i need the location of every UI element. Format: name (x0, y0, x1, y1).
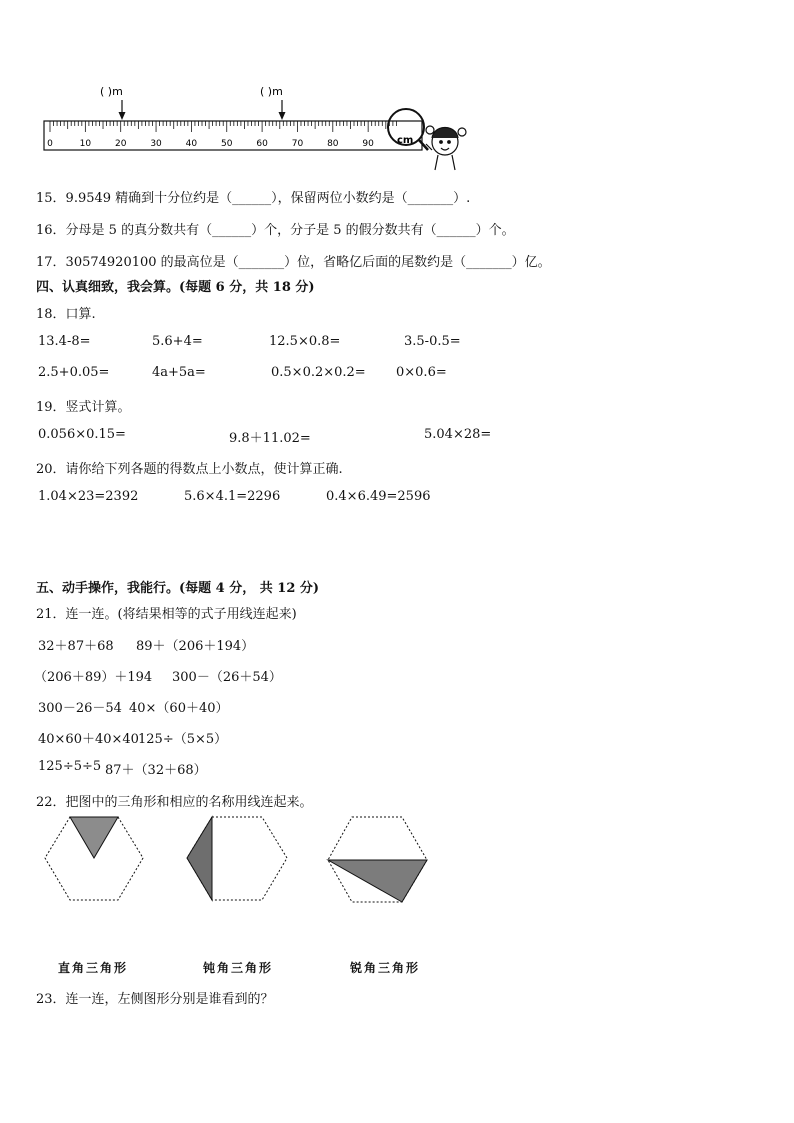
q18-item: 5.6+4= (152, 334, 203, 349)
ruler-number: 0 (47, 139, 53, 149)
q21-right-expr: 40×（60＋40） (129, 701, 229, 716)
question-16: 16．分母是 5 的真分数共有（______）个，分子是 5 的假分数共有（______）个。 (36, 223, 515, 238)
question-19: 19．竖式计算。 (36, 400, 131, 415)
hexagon-figure-1 (45, 817, 143, 900)
hexagon-figures (0, 808, 794, 918)
q19-item: 5.04×28= (424, 427, 492, 442)
q18-item: 4a+5a= (152, 365, 206, 380)
section-4-heading: 四、认真细致，我会算。(每题 6 分，共 18 分) (36, 280, 315, 295)
q21-left-expr: 40×60＋40×40 (38, 732, 139, 747)
question-23: 23．连一连，左侧图形分别是谁看到的？ (36, 992, 274, 1007)
label-right-triangle: 直角三角形 (58, 961, 129, 975)
ruler-figure (0, 0, 794, 190)
q18-item: 2.5+0.05= (38, 365, 110, 380)
ruler-number: 20 (114, 139, 127, 149)
q20-item: 1.04×23=2392 (38, 489, 139, 504)
q18-item: 12.5×0.8= (269, 334, 341, 349)
q19-item: 0.056×0.15= (38, 427, 126, 442)
question-17: 17．30574920100 的最高位是（_______）位，省略亿后面的尾数约是（_______）亿。 (36, 255, 551, 270)
q21-left-expr: 125÷5÷5 (38, 759, 102, 774)
q20-item: 5.6×4.1=2296 (184, 489, 281, 504)
ruler-unit: cm (397, 135, 414, 146)
section-5-heading: 五、动手操作，我能行。(每题 4 分， 共 12 分) (36, 581, 320, 596)
label-obtuse-triangle: 钝角三角形 (203, 961, 274, 975)
q21-right-expr: 300－（26＋54） (172, 670, 282, 685)
ruler-number: 10 (79, 139, 92, 149)
ruler-number: 40 (185, 139, 198, 149)
hexagon-figure-3 (328, 817, 427, 902)
q19-item: 9.8＋11.02= (229, 431, 311, 446)
question-21: 21．连一连。(将结果相等的式子用线连起来) (36, 607, 297, 622)
q18-item: 0.5×0.2×0.2= (271, 365, 366, 380)
girl-cartoon-icon (426, 126, 466, 170)
question-15: 15．9.9549 精确到十分位约是（______），保留两位小数约是（_______）. (36, 191, 471, 206)
down-arrow-icon (119, 100, 126, 120)
q18-item: 13.4-8= (38, 334, 91, 349)
ruler-number: 60 (256, 139, 268, 149)
ruler-number: 90 (362, 139, 374, 149)
q21-left-expr: 300－26－54 (38, 701, 122, 716)
ruler-number: 70 (291, 139, 304, 149)
question-20: 20．请你给下列各题的得数点上小数点，使计算正确. (36, 462, 343, 477)
ruler-blank-right: ( )m (260, 85, 283, 98)
ruler-number: 30 (150, 139, 162, 149)
question-22: 22．把图中的三角形和相应的名称用线连起来。 (36, 795, 313, 810)
question-18: 18．口算. (36, 307, 96, 322)
ruler-number: 50 (221, 139, 233, 149)
q20-item: 0.4×6.49=2596 (326, 489, 431, 504)
down-arrow-icon (279, 100, 286, 120)
shaded-triangle (187, 817, 212, 900)
hexagon-figure-2 (187, 817, 287, 900)
q21-right-expr: 125÷（5×5） (138, 732, 228, 747)
ruler-blank-left: ( )m (100, 85, 123, 98)
q18-item: 3.5-0.5= (404, 334, 461, 349)
q18-item: 0×0.6= (396, 365, 447, 380)
label-acute-triangle: 锐角三角形 (350, 961, 421, 975)
q21-left-expr: （206＋89）＋194 (34, 670, 153, 685)
ruler-number: 80 (327, 139, 339, 149)
q21-right-expr: 89＋（206＋194） (136, 639, 255, 654)
q21-right-expr: 87＋（32＋68） (105, 763, 207, 778)
q21-left-expr: 32＋87＋68 (38, 639, 114, 654)
